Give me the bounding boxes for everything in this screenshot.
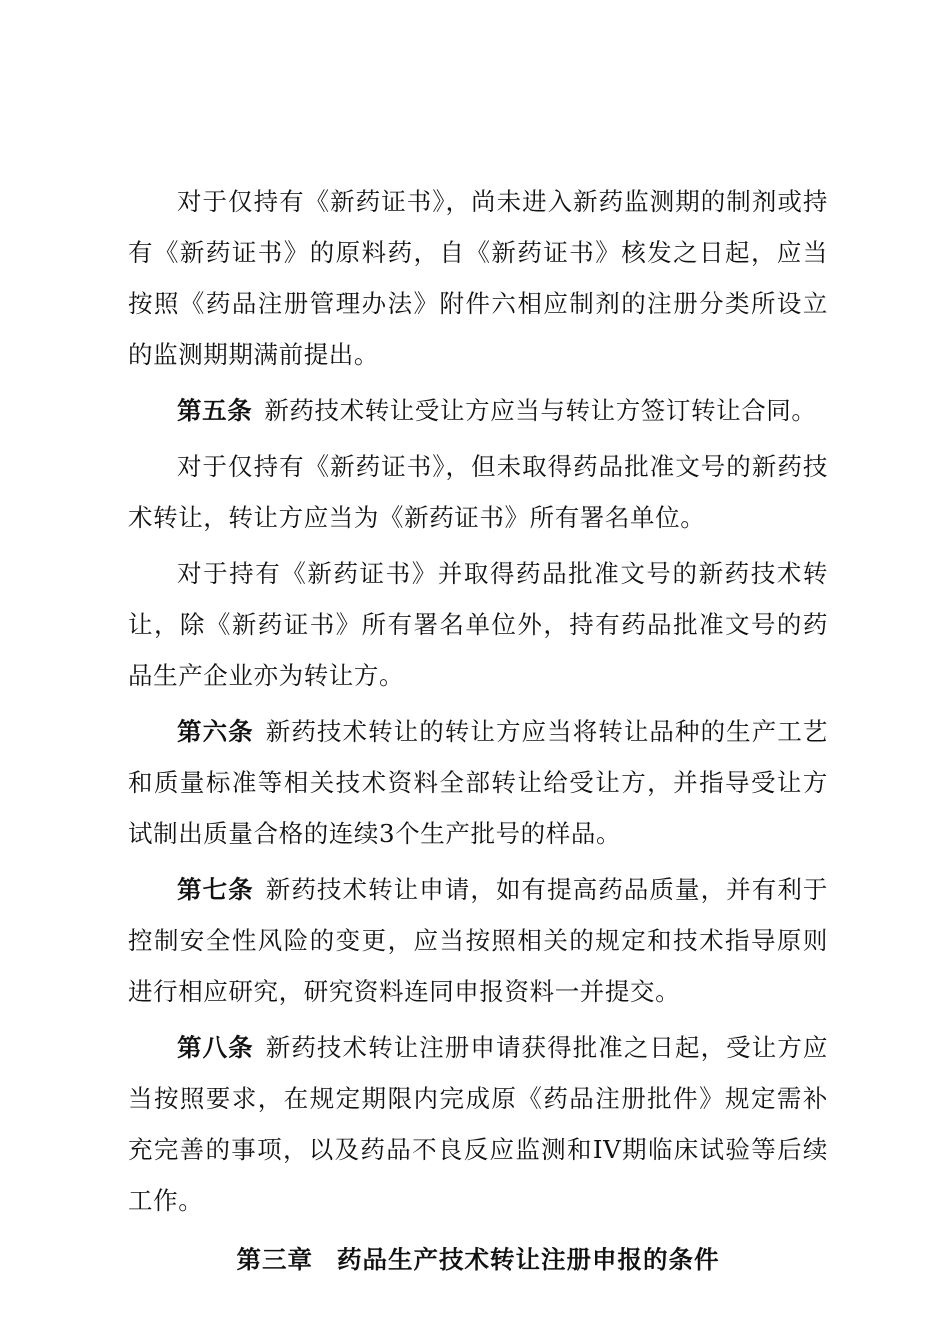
paragraph-4-text: 对于持有《新药证书》并取得药品批准文号的新药技术转让，除《新药证书》所有署名单位外，持有药品批准文号的药品生产企业亦为转让方。 bbox=[128, 559, 828, 690]
document-page bbox=[128, 176, 828, 1285]
article-7-text: 新药技术转让申请，如有提高药品质量，并有利于控制安全性风险的变更，应当按照相关的规定和技术指导原则进行相应研究，研究资料连同申报资料一并提交。 bbox=[128, 875, 828, 1006]
paragraph-1 bbox=[128, 176, 828, 380]
paragraph-article-5 bbox=[128, 385, 828, 436]
article-5-number: 第五条 bbox=[177, 396, 253, 425]
chapter-heading bbox=[128, 1234, 828, 1285]
article-8-text: 新药技术转让注册申请获得批准之日起，受让方应当按照要求，在规定期限内完成原《药品注册批件》规定需补充完善的事项，以及药品不良反应监测和IV期临床试验等后续工作。 bbox=[128, 1033, 828, 1215]
paragraph-1-text: 对于仅持有《新药证书》，尚未进入新药监测期的制剂或持有《新药证书》的原料药，自《新药证书》核发之日起，应当按照《药品注册管理办法》附件六相应制剂的注册分类所设立的监测期期满前提出。 bbox=[128, 187, 828, 369]
paragraph-3 bbox=[128, 441, 828, 543]
article-7-number: 第七条 bbox=[177, 875, 254, 904]
article-5-text: 新药技术转让受让方应当与转让方签订转让合同。 bbox=[264, 396, 817, 425]
paragraph-article-6 bbox=[128, 706, 828, 859]
article-8-number: 第八条 bbox=[177, 1033, 254, 1062]
paragraph-article-7 bbox=[128, 864, 828, 1017]
chapter-number: 第三章 bbox=[236, 1245, 313, 1274]
paragraph-article-8 bbox=[128, 1022, 828, 1226]
paragraph-4 bbox=[128, 548, 828, 701]
article-6-text: 新药技术转让的转让方应当将转让品种的生产工艺和质量标准等相关技术资料全部转让给受让方，并指导受让方试制出质量合格的连续3个生产批号的样品。 bbox=[128, 717, 828, 848]
article-6-number: 第六条 bbox=[177, 717, 254, 746]
paragraph-3-text: 对于仅持有《新药证书》，但未取得药品批准文号的新药技术转让，转让方应当为《新药证书》所有署名单位。 bbox=[128, 452, 828, 532]
chapter-title: 药品生产技术转让注册申报的条件 bbox=[337, 1245, 720, 1274]
